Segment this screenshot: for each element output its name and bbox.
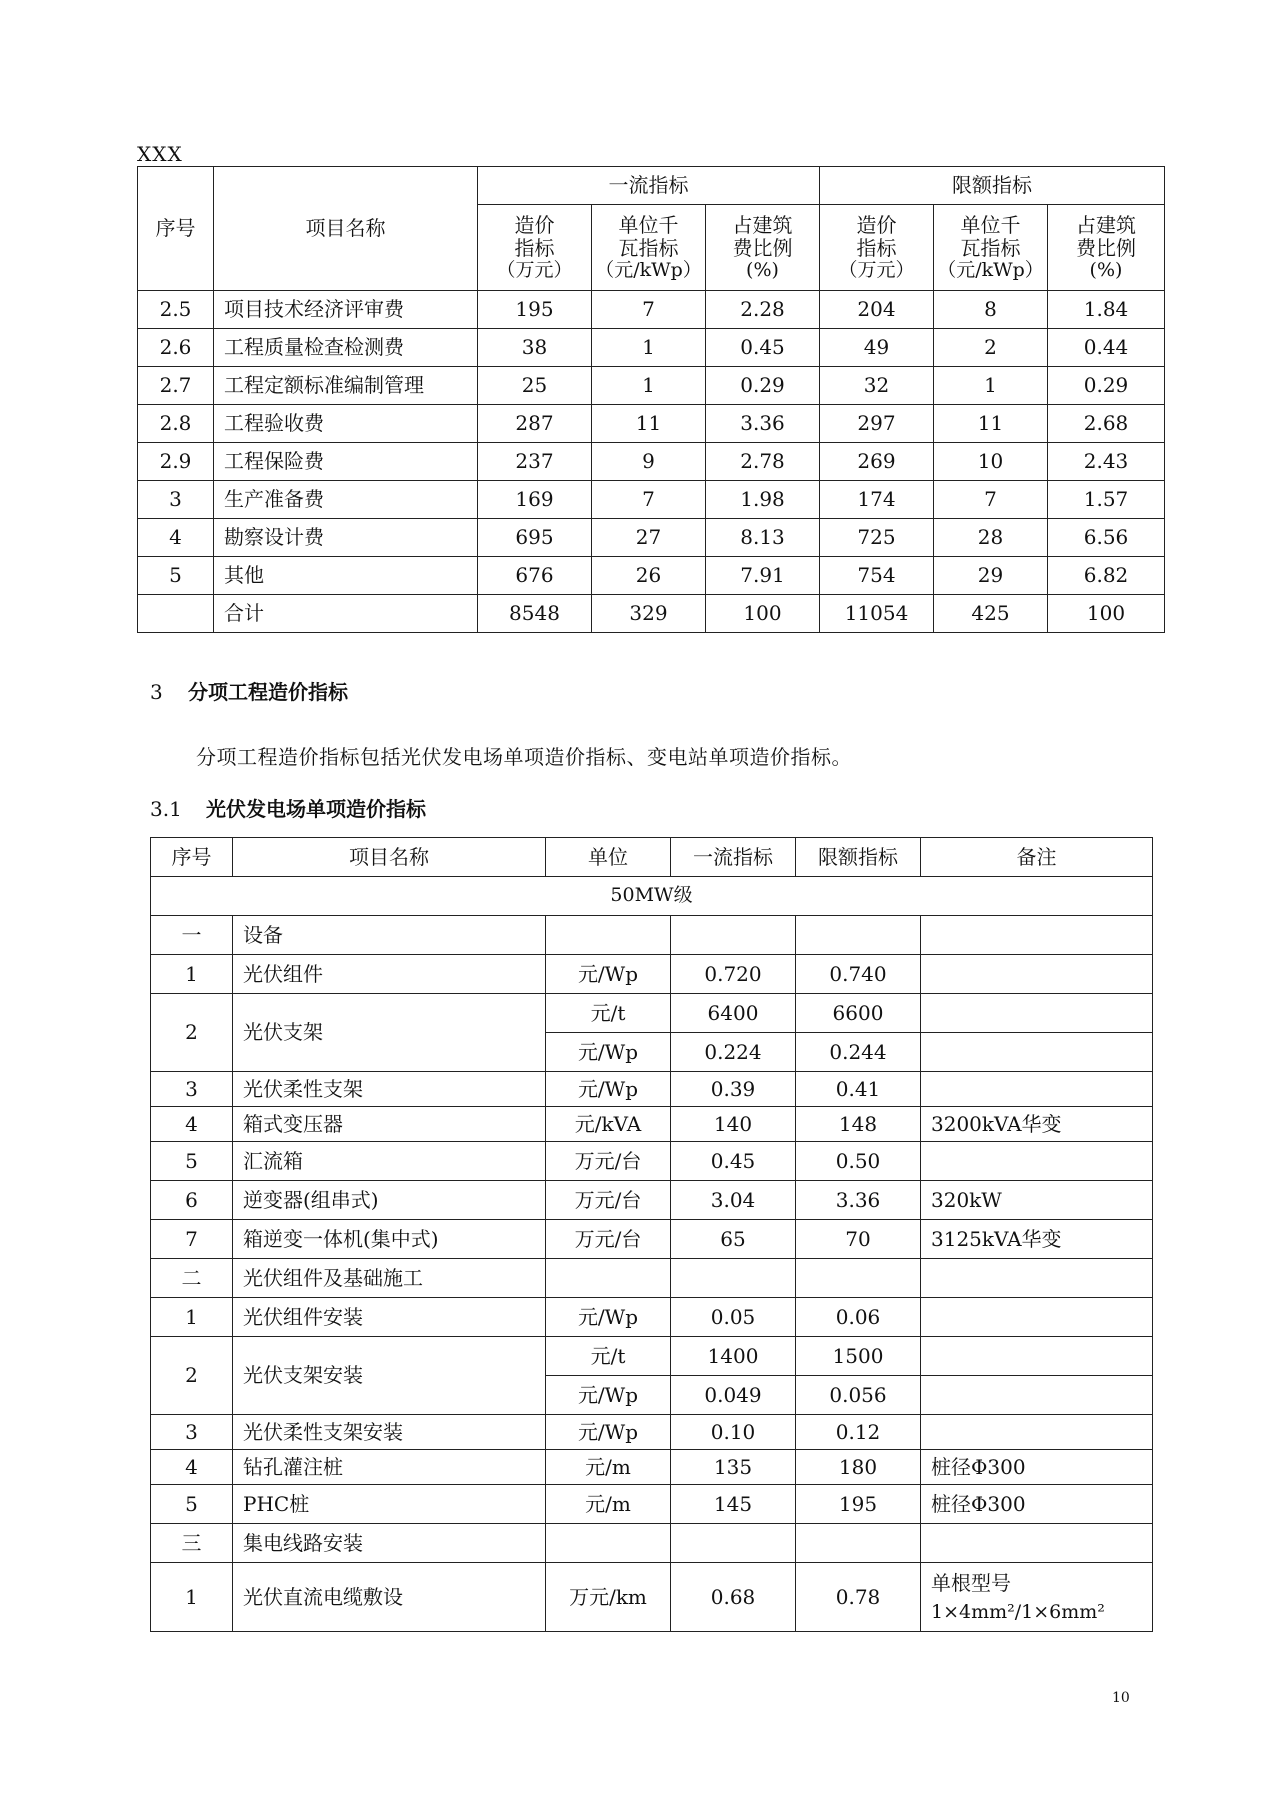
cell-b: 180 <box>796 1450 921 1485</box>
cell-name: 汇流箱 <box>233 1142 546 1181</box>
header-seq: 序号 <box>151 838 233 877</box>
cell-a: 6400 <box>671 994 796 1033</box>
cell-a: 0.39 <box>671 1072 796 1107</box>
cell-seq: 3 <box>151 1072 233 1107</box>
cell-seq: 1 <box>151 1563 233 1632</box>
cell-note <box>921 1298 1153 1337</box>
cell-a2: 1 <box>592 329 706 367</box>
cell-b: 0.244 <box>796 1033 921 1072</box>
table-row <box>151 1563 1153 1632</box>
cell-b3: 2.68 <box>1048 405 1165 443</box>
cell-a2: 11 <box>592 405 706 443</box>
group-row <box>151 916 1153 955</box>
table-row <box>151 1181 1153 1220</box>
cell-seq: 2.7 <box>138 367 214 405</box>
cell-seq: 2 <box>151 994 233 1072</box>
cell-a2: 26 <box>592 557 706 595</box>
cell-unit: 元/t <box>546 1337 671 1376</box>
cell-name: 光伏支架 <box>233 994 546 1072</box>
table-row <box>151 1072 1153 1107</box>
cell-name: 勘察设计费 <box>214 519 478 557</box>
cell-unit: 元/Wp <box>546 1298 671 1337</box>
cell-name: 钻孔灌注桩 <box>233 1450 546 1485</box>
cell-b2: 11 <box>934 405 1048 443</box>
header-note: 备注 <box>921 838 1153 877</box>
cell-name: 光伏组件及基础施工 <box>233 1259 546 1298</box>
cell-name: 箱式变压器 <box>233 1107 546 1142</box>
cell-seq <box>138 595 214 633</box>
group-row <box>151 1259 1153 1298</box>
cell-name: 集电线路安装 <box>233 1524 546 1563</box>
header-b-unit: 单位千 瓦指标 （元/kWp） <box>934 205 1048 291</box>
cell-note <box>921 1072 1153 1107</box>
cell-note <box>921 955 1153 994</box>
table-row <box>151 1415 1153 1450</box>
cell-unit: 元/m <box>546 1450 671 1485</box>
header-a-unit: 单位千 瓦指标 （元/kWp） <box>592 205 706 291</box>
cell-b3: 100 <box>1048 595 1165 633</box>
cell-a: 0.05 <box>671 1298 796 1337</box>
cell-unit: 元/m <box>546 1485 671 1524</box>
cell-a: 0.68 <box>671 1563 796 1632</box>
cell-a2: 7 <box>592 291 706 329</box>
cell-note <box>921 1142 1153 1181</box>
cell-seq: 6 <box>151 1181 233 1220</box>
cell-b2: 8 <box>934 291 1048 329</box>
cell-unit: 万元/台 <box>546 1142 671 1181</box>
cell-a3: 3.36 <box>706 405 820 443</box>
cell-b1: 297 <box>820 405 934 443</box>
table-row <box>151 1485 1153 1524</box>
cell-a: 0.049 <box>671 1376 796 1415</box>
cell-name: 光伏组件安装 <box>233 1298 546 1337</box>
cell-name: 工程验收费 <box>214 405 478 443</box>
cell-a: 65 <box>671 1220 796 1259</box>
table-row <box>151 1107 1153 1142</box>
cell-a: 135 <box>671 1450 796 1485</box>
cell-name: 逆变器(组串式) <box>233 1181 546 1220</box>
header-a-cost: 造价 指标 （万元） <box>478 205 592 291</box>
cell-b1: 11054 <box>820 595 934 633</box>
cell-name: 工程质量检查检测费 <box>214 329 478 367</box>
table-row <box>138 367 1165 405</box>
cell-a2: 9 <box>592 443 706 481</box>
cell-unit: 元/t <box>546 994 671 1033</box>
cell-b2: 29 <box>934 557 1048 595</box>
table-header-row <box>151 838 1153 877</box>
cell-b1: 49 <box>820 329 934 367</box>
cell-note: 桩径Φ300 <box>921 1450 1153 1485</box>
cell-b3: 6.82 <box>1048 557 1165 595</box>
cell-unit: 元/Wp <box>546 1072 671 1107</box>
cell-unit: 元/Wp <box>546 1033 671 1072</box>
cell-seq: 5 <box>138 557 214 595</box>
cell-name: 光伏组件 <box>233 955 546 994</box>
cell-b1: 725 <box>820 519 934 557</box>
cell-name: 箱逆变一体机(集中式) <box>233 1220 546 1259</box>
section-heading: 3 分项工程造价指标 <box>150 680 348 704</box>
cell-seq: 2.6 <box>138 329 214 367</box>
cell-b1: 32 <box>820 367 934 405</box>
cell-b: 3.36 <box>796 1181 921 1220</box>
cell-b3: 0.29 <box>1048 367 1165 405</box>
header-a-ratio: 占建筑 费比例 (%) <box>706 205 820 291</box>
cell-name: 工程保险费 <box>214 443 478 481</box>
cell-a1: 195 <box>478 291 592 329</box>
cell-unit: 元/Wp <box>546 955 671 994</box>
cell-name: 工程定额标准编制管理 <box>214 367 478 405</box>
table-row <box>151 1298 1153 1337</box>
cell-seq: 二 <box>151 1259 233 1298</box>
cell-b: 1500 <box>796 1337 921 1376</box>
table-row <box>151 1337 1153 1376</box>
cell-b: 195 <box>796 1485 921 1524</box>
cell-a3: 100 <box>706 595 820 633</box>
header-name: 项目名称 <box>214 167 478 291</box>
cell-a3: 0.29 <box>706 367 820 405</box>
table-row <box>151 1142 1153 1181</box>
cell-b1: 204 <box>820 291 934 329</box>
cell-name: 合计 <box>214 595 478 633</box>
cell-b: 0.78 <box>796 1563 921 1632</box>
cell-note <box>921 1376 1153 1415</box>
cell-note: 桩径Φ300 <box>921 1485 1153 1524</box>
cell-seq: 2.8 <box>138 405 214 443</box>
cell-seq: 1 <box>151 955 233 994</box>
header-name: 项目名称 <box>233 838 546 877</box>
cell-a3: 2.28 <box>706 291 820 329</box>
cell-b: 0.50 <box>796 1142 921 1181</box>
cell-seq: 3 <box>151 1415 233 1450</box>
table-row <box>138 481 1165 519</box>
cell-note: 3200kVA华变 <box>921 1107 1153 1142</box>
cell-name: 其他 <box>214 557 478 595</box>
cell-b: 0.06 <box>796 1298 921 1337</box>
cell-b3: 1.84 <box>1048 291 1165 329</box>
cell-a3: 0.45 <box>706 329 820 367</box>
cell-seq: 7 <box>151 1220 233 1259</box>
cell-unit: 万元/台 <box>546 1220 671 1259</box>
cell-a: 1400 <box>671 1337 796 1376</box>
cell-seq: 三 <box>151 1524 233 1563</box>
header-seq: 序号 <box>138 167 214 291</box>
cell-b: 148 <box>796 1107 921 1142</box>
cell-a: 0.224 <box>671 1033 796 1072</box>
cell-a1: 169 <box>478 481 592 519</box>
level-label: 50MW级 <box>151 877 1153 916</box>
cell-unit: 万元/km <box>546 1563 671 1632</box>
cell-name: 光伏直流电缆敷设 <box>233 1563 546 1632</box>
table-row <box>151 994 1153 1033</box>
cell-b2: 28 <box>934 519 1048 557</box>
header-b: 限额指标 <box>796 838 921 877</box>
table-row <box>138 291 1165 329</box>
cell-name: 项目技术经济评审费 <box>214 291 478 329</box>
cell-seq: 一 <box>151 916 233 955</box>
cell-name: 光伏柔性支架安装 <box>233 1415 546 1450</box>
cell-a: 0.720 <box>671 955 796 994</box>
cell-b: 0.740 <box>796 955 921 994</box>
cell-name: 光伏柔性支架 <box>233 1072 546 1107</box>
cell-b: 0.41 <box>796 1072 921 1107</box>
table-row <box>138 443 1165 481</box>
cell-a: 140 <box>671 1107 796 1142</box>
cell-seq: 3 <box>138 481 214 519</box>
header-b-ratio: 占建筑 费比例 (%) <box>1048 205 1165 291</box>
cell-a2: 329 <box>592 595 706 633</box>
cell-seq: 2 <box>151 1337 233 1415</box>
cell-b3: 6.56 <box>1048 519 1165 557</box>
table-row <box>138 557 1165 595</box>
cell-a2: 27 <box>592 519 706 557</box>
cell-a1: 237 <box>478 443 592 481</box>
cell-note: 320kW <box>921 1181 1153 1220</box>
table-row <box>138 405 1165 443</box>
cell-b2: 1 <box>934 367 1048 405</box>
cell-note <box>921 1415 1153 1450</box>
group-row <box>151 1524 1153 1563</box>
cell-b1: 174 <box>820 481 934 519</box>
table-row <box>138 519 1165 557</box>
cell-b2: 10 <box>934 443 1048 481</box>
cell-a: 0.45 <box>671 1142 796 1181</box>
table-total-row <box>138 595 1165 633</box>
level-row <box>151 877 1153 916</box>
cell-name: PHC桩 <box>233 1485 546 1524</box>
cell-a1: 38 <box>478 329 592 367</box>
header-unit: 单位 <box>546 838 671 877</box>
cell-note: 单根型号 1×4mm²/1×6mm² <box>921 1563 1153 1632</box>
cell-seq: 1 <box>151 1298 233 1337</box>
cell-seq: 4 <box>138 519 214 557</box>
cell-b3: 2.43 <box>1048 443 1165 481</box>
cell-unit: 万元/台 <box>546 1181 671 1220</box>
subsection-heading: 3.1 光伏发电场单项造价指标 <box>150 797 426 821</box>
table-row <box>151 1220 1153 1259</box>
cell-a1: 695 <box>478 519 592 557</box>
cell-b1: 754 <box>820 557 934 595</box>
cell-a1: 676 <box>478 557 592 595</box>
cell-a2: 7 <box>592 481 706 519</box>
cell-unit: 元/Wp <box>546 1415 671 1450</box>
cell-a2: 1 <box>592 367 706 405</box>
cell-a3: 1.98 <box>706 481 820 519</box>
page-number: 10 <box>1112 1690 1130 1706</box>
table-row <box>138 329 1165 367</box>
cell-seq: 2.9 <box>138 443 214 481</box>
cell-unit: 元/Wp <box>546 1376 671 1415</box>
header-group-b: 限额指标 <box>820 167 1165 205</box>
pv-cost-index-table <box>150 837 1153 1632</box>
header-group-a: 一流指标 <box>478 167 820 205</box>
cell-seq: 5 <box>151 1485 233 1524</box>
cell-b3: 0.44 <box>1048 329 1165 367</box>
cell-a1: 8548 <box>478 595 592 633</box>
doc-tag: XXX <box>137 142 183 166</box>
header-a: 一流指标 <box>671 838 796 877</box>
cell-a1: 287 <box>478 405 592 443</box>
cell-a: 0.10 <box>671 1415 796 1450</box>
cell-b2: 7 <box>934 481 1048 519</box>
cell-b1: 269 <box>820 443 934 481</box>
cell-seq: 4 <box>151 1450 233 1485</box>
cell-note <box>921 1033 1153 1072</box>
cell-note: 3125kVA华变 <box>921 1220 1153 1259</box>
table-row <box>151 955 1153 994</box>
cell-a: 3.04 <box>671 1181 796 1220</box>
table-row <box>151 1450 1153 1485</box>
cell-note <box>921 1337 1153 1376</box>
cell-a1: 25 <box>478 367 592 405</box>
cell-name: 生产准备费 <box>214 481 478 519</box>
cost-summary-table <box>137 166 1165 633</box>
cell-b3: 1.57 <box>1048 481 1165 519</box>
cell-a: 145 <box>671 1485 796 1524</box>
cell-a3: 7.91 <box>706 557 820 595</box>
table-header-row <box>138 167 1165 205</box>
section-paragraph: 分项工程造价指标包括光伏发电场单项造价指标、变电站单项造价指标。 <box>196 745 852 769</box>
cell-note <box>921 994 1153 1033</box>
cell-seq: 5 <box>151 1142 233 1181</box>
cell-b: 70 <box>796 1220 921 1259</box>
cell-b: 0.056 <box>796 1376 921 1415</box>
cell-b: 6600 <box>796 994 921 1033</box>
cell-name: 设备 <box>233 916 546 955</box>
cell-b: 0.12 <box>796 1415 921 1450</box>
cell-a3: 8.13 <box>706 519 820 557</box>
header-b-cost: 造价 指标 （万元） <box>820 205 934 291</box>
cell-b2: 425 <box>934 595 1048 633</box>
cell-seq: 4 <box>151 1107 233 1142</box>
cell-unit: 元/kVA <box>546 1107 671 1142</box>
cell-name: 光伏支架安装 <box>233 1337 546 1415</box>
cell-b2: 2 <box>934 329 1048 367</box>
cell-seq: 2.5 <box>138 291 214 329</box>
cell-a3: 2.78 <box>706 443 820 481</box>
